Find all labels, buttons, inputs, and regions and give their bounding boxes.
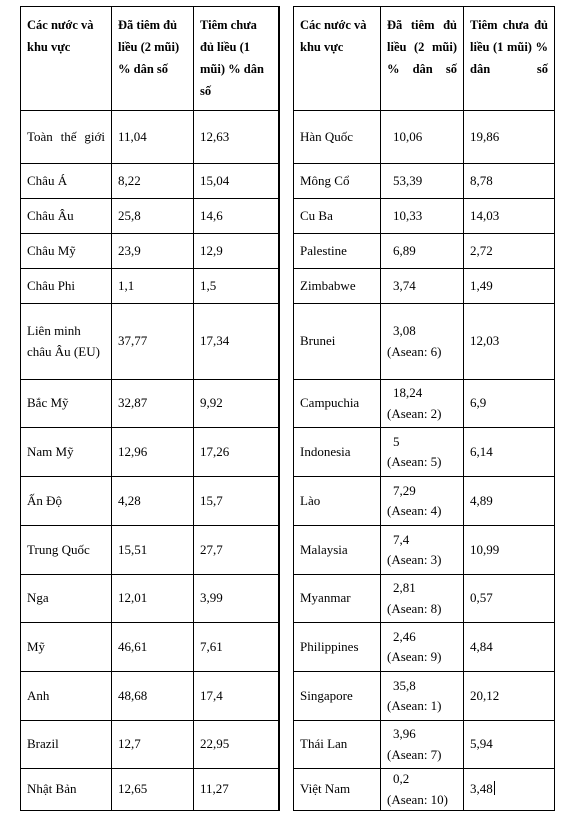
table-row-left-full: 25,8: [111, 198, 193, 233]
header-full-dose-left: Đã tiêm đủ liều (2 mũi) % dân số: [111, 6, 193, 110]
asean-rank: (Asean: 9): [387, 649, 442, 664]
header-partial-dose-left: Tiêm chưa đủ liều (1 mũi) % dân số: [193, 6, 279, 110]
table-row-left-name: Mỹ: [20, 622, 111, 671]
full-dose-value: 10,33: [393, 207, 423, 223]
table-row-right-name: Palestine: [293, 233, 380, 268]
table-row-left-full: 11,04: [111, 110, 193, 163]
table-row-left-partial: 9,92: [193, 379, 279, 427]
table-row-left-partial: 17,26: [193, 427, 279, 476]
full-dose-value: 3,08: [393, 323, 416, 339]
asean-rank: (Asean: 8): [387, 600, 442, 616]
table-row-right-partial: 19,86: [463, 110, 555, 163]
table-row-right-full: [380, 110, 463, 163]
table-row-left-full: 32,87: [111, 379, 193, 427]
asean-rank: (Asean: 1): [387, 698, 442, 713]
table-row-left-name: Châu Âu: [20, 198, 111, 233]
table-row-left-name: Liên minh châu Âu (EU): [20, 303, 111, 379]
table-row-right-name: Malaysia: [293, 525, 380, 574]
table-row-left-partial: 3,99: [193, 574, 279, 622]
full-dose-value: 2,81: [393, 580, 416, 596]
vaccination-table: [20, 6, 555, 811]
table-row-left-name: Nga: [20, 574, 111, 622]
asean-rank: (Asean: 2): [387, 405, 442, 421]
header-full-dose-right: Đã tiêm đủ liều (2 mũi) % dân số: [380, 6, 463, 110]
table-row-left-partial: 15,04: [193, 163, 279, 198]
table-row-right-full: [380, 525, 463, 574]
table-row-left-partial: 1,5: [193, 268, 279, 303]
table-row-left-full: 12,65: [111, 768, 193, 811]
table-row-right-name: Hàn Quốc: [293, 110, 380, 163]
table-row-left-partial: 15,7: [193, 476, 279, 525]
table-row-right-name: Philippines: [293, 622, 380, 671]
table-row-right-name: Lào: [293, 476, 380, 525]
table-row-right-partial: 6,9: [463, 379, 555, 427]
table-row-right-name: Myanmar: [293, 574, 380, 622]
table-row-left-full: 4,28: [111, 476, 193, 525]
table-row-left-partial: 14,6: [193, 198, 279, 233]
full-dose-value: 18,24: [393, 385, 423, 401]
table-row-left-full: 48,68: [111, 671, 193, 720]
table-row-left-partial: 12,9: [193, 233, 279, 268]
table-row-right-name: Thái Lan: [293, 720, 380, 768]
table-row-right-name: Singapore: [293, 671, 380, 720]
table-row-left-full: 8,22: [111, 163, 193, 198]
table-row-left-name: Ấn Độ: [20, 476, 111, 525]
table-row-right-full: [380, 198, 463, 233]
table-row-left-name: Châu Mỹ: [20, 233, 111, 268]
full-dose-value: 10,06: [393, 128, 423, 144]
table-row-left-name: Brazil: [20, 720, 111, 768]
table-row-right-partial: 5,94: [463, 720, 555, 768]
table-row-right-partial: 10,99: [463, 525, 555, 574]
full-dose-value: 2,46: [393, 628, 416, 644]
table-row-right-partial: 12,03: [463, 303, 555, 379]
full-dose-value: 0,2: [393, 771, 410, 787]
table-row-left-name: Toàn thế giới: [20, 110, 111, 163]
table-row-left-partial: 22,95: [193, 720, 279, 768]
table-row-right-partial: 20,12: [463, 671, 555, 720]
full-dose-value: 6,89: [393, 242, 416, 258]
table-row-left-partial: 12,63: [193, 110, 279, 163]
table-row-left-partial: 7,61: [193, 622, 279, 671]
table-row-right-name: Việt Nam: [293, 768, 380, 811]
table-row-left-name: Bắc Mỹ: [20, 379, 111, 427]
table-row-left-full: 1,1: [111, 268, 193, 303]
table-row-left-full: 12,7: [111, 720, 193, 768]
table-row-right-partial: 4,84: [463, 622, 555, 671]
table-row-right-partial: 0,57: [463, 574, 555, 622]
full-dose-value: 7,4: [393, 531, 410, 547]
table-row-right-full: [380, 768, 463, 811]
header-partial-dose-right: Tiêm chưa đủ liều (1 mũi) % dân số: [463, 6, 555, 110]
table-row-right-name: Campuchia: [293, 379, 380, 427]
table-row-right-full: [380, 303, 463, 379]
table-row-right-name: Mông Cổ: [293, 163, 380, 198]
table-row-left-name: Châu Á: [20, 163, 111, 198]
table-row-left-full: 12,01: [111, 574, 193, 622]
partial-dose-value: 3,48: [470, 781, 493, 797]
header-country-right: Các nước và khu vực: [293, 6, 380, 110]
table-row-left-full: 23,9: [111, 233, 193, 268]
table-row-right-partial: 8,78: [463, 163, 555, 198]
table-row-left-full: 15,51: [111, 525, 193, 574]
table-row-right-full: [380, 379, 463, 427]
table-row-left-full: 12,96: [111, 427, 193, 476]
table-row-right-full: [380, 671, 463, 720]
column-gap: [279, 6, 293, 811]
table-row-right-full: [380, 427, 463, 476]
full-dose-value: 53,39: [393, 172, 423, 188]
table-row-right-full: [380, 622, 463, 671]
full-dose-value: 3,96: [393, 726, 416, 742]
full-dose-value: 35,8: [393, 677, 416, 693]
full-dose-value: 3,74: [393, 277, 416, 293]
table-row-right-partial: [463, 768, 555, 811]
full-dose-value: 5: [393, 433, 400, 449]
asean-rank: (Asean: 10): [387, 791, 449, 807]
table-row-right-partial: 14,03: [463, 198, 555, 233]
table-row-right-name: Zimbabwe: [293, 268, 380, 303]
table-row-right-full: [380, 720, 463, 768]
table-row-left-name: Trung Quốc: [20, 525, 111, 574]
table-row-right-full: [380, 574, 463, 622]
table-row-right-partial: 2,72: [463, 233, 555, 268]
header-country-left: Các nước và khu vực: [20, 6, 111, 110]
full-dose-value: 7,29: [393, 482, 416, 498]
table-row-right-partial: 6,14: [463, 427, 555, 476]
table-row-left-full: 46,61: [111, 622, 193, 671]
table-row-right-full: [380, 268, 463, 303]
table-row-left-partial: 17,4: [193, 671, 279, 720]
table-row-right-name: Indonesia: [293, 427, 380, 476]
table-row-right-full: [380, 163, 463, 198]
table-row-right-name: Cu Ba: [293, 198, 380, 233]
asean-rank: (Asean: 4): [387, 503, 442, 518]
table-row-left-name: Anh: [20, 671, 111, 720]
asean-rank: (Asean: 6): [387, 343, 442, 359]
table-row-right-partial: 1,49: [463, 268, 555, 303]
asean-rank: (Asean: 5): [387, 454, 442, 469]
table-row-left-partial: 27,7: [193, 525, 279, 574]
table-row-left-partial: 11,27: [193, 768, 279, 811]
asean-rank: (Asean: 7): [387, 746, 442, 762]
table-row-left-full: 37,77: [111, 303, 193, 379]
table-row-right-partial: 4,89: [463, 476, 555, 525]
table-row-right-name: Brunei: [293, 303, 380, 379]
table-row-left-name: Nhật Bản: [20, 768, 111, 811]
table-row-right-full: [380, 476, 463, 525]
table-row-right-full: [380, 233, 463, 268]
table-row-left-name: Châu Phi: [20, 268, 111, 303]
table-row-left-partial: 17,34: [193, 303, 279, 379]
asean-rank: (Asean: 3): [387, 552, 442, 567]
text-cursor: [494, 781, 495, 795]
table-row-left-name: Nam Mỹ: [20, 427, 111, 476]
